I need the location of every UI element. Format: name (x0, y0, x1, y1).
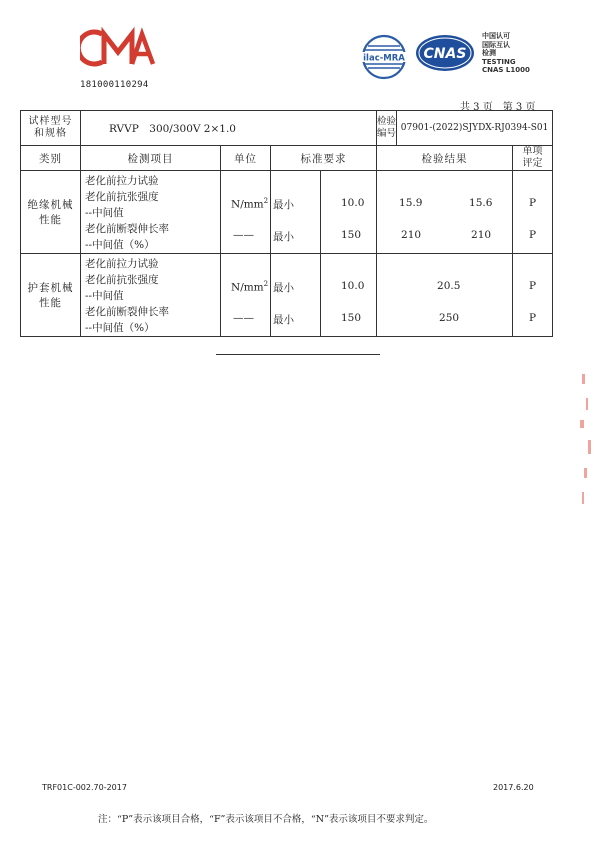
group-category: 护套机械 性能 (21, 254, 81, 337)
item-line: --中间值（%） (85, 239, 155, 251)
cnas-line: TESTING (482, 57, 516, 66)
standard-value: 10.0 (341, 197, 365, 209)
result-value: 15.6 (469, 197, 493, 209)
result-value: 15.9 (399, 197, 423, 209)
unit-value: —— (233, 312, 254, 324)
col-category: 类别 (21, 146, 81, 171)
result-value: 20.5 (437, 280, 461, 292)
cnas-accreditation-text (482, 32, 530, 75)
col-verdict: 单项 评定 (513, 146, 553, 171)
standard-value: 150 (341, 229, 362, 241)
standard-label: 最小 (273, 282, 294, 294)
end-of-table-divider (216, 354, 380, 355)
cnas-line: 国际互认 (482, 40, 510, 49)
verdict-value: P (529, 197, 537, 209)
group-units (221, 171, 271, 254)
cma-logo (80, 26, 156, 70)
standard-value: 150 (341, 312, 362, 324)
test-report-table (20, 110, 553, 337)
item-line: --中间值 (85, 290, 124, 302)
group-items (81, 254, 221, 337)
unit-value: $N/mm^2$ (231, 197, 269, 211)
cnas-line: 中国认可 (482, 32, 510, 40)
group-results (377, 254, 513, 337)
sample-model-label: 试样型号 和规格 (21, 111, 81, 146)
item-line: --中间值（%） (85, 322, 155, 334)
group-standard-labels (271, 171, 321, 254)
standard-label: 最小 (273, 199, 294, 211)
form-code: TRF01C-002.70-2017 (42, 783, 127, 792)
item-line: 老化前抗张强度 (85, 274, 159, 286)
sample-row (21, 111, 553, 146)
verdict-value: P (529, 280, 537, 292)
insulation-mechanical-group (21, 171, 553, 254)
column-header-row (21, 146, 553, 171)
page-indicator: 共 3 页 第 3 页 (460, 102, 536, 113)
standard-label: 最小 (273, 314, 294, 326)
standard-label: 最小 (273, 231, 294, 243)
verdict-legend-note: 注：“P”表示该项目合格，“F”表示该项目不合格，“N”表示该项目不要求判定。 (98, 814, 434, 825)
item-line: 老化前断裂伸长率 (85, 306, 169, 318)
group-standard-labels (271, 254, 321, 337)
verdict-value: P (529, 312, 537, 324)
verdict-value: P (529, 229, 537, 241)
col-standard: 标准要求 (271, 146, 377, 171)
cnas-line: CNAS L1000 (482, 66, 530, 74)
item-line: --中间值 (85, 207, 124, 219)
svg-text:ilac-MRA: ilac-MRA (363, 53, 405, 64)
result-value: 210 (401, 229, 422, 241)
col-result: 检验结果 (377, 146, 513, 171)
group-verdicts (513, 171, 553, 254)
group-items (81, 171, 221, 254)
col-unit: 单位 (221, 146, 271, 171)
group-standard-values (321, 254, 377, 337)
cnas-logo (414, 33, 476, 73)
group-category: 绝缘机械 性能 (21, 171, 81, 254)
group-units (221, 254, 271, 337)
col-item: 检测项目 (81, 146, 221, 171)
item-line: 老化前拉力试验 (85, 175, 159, 187)
sheath-mechanical-group (21, 254, 553, 337)
result-value: 210 (471, 229, 492, 241)
stamp-trace (568, 368, 600, 528)
item-line: 老化前抗张强度 (85, 191, 159, 203)
inspection-no-value: 07901-(2022)SJYDX-RJ0394-S01 (397, 111, 553, 146)
group-verdicts (513, 254, 553, 337)
group-standard-values (321, 171, 377, 254)
cnas-line: 检测 (482, 49, 496, 57)
item-line: 老化前断裂伸长率 (85, 223, 169, 235)
form-date: 2017.6.20 (493, 783, 534, 792)
ilac-mra-logo (358, 34, 410, 80)
inspection-no-label: 检验 编号 (377, 111, 397, 146)
cma-certificate-number: 181000110294 (80, 80, 149, 90)
item-line: 老化前拉力试验 (85, 258, 159, 270)
standard-value: 10.0 (341, 280, 365, 292)
result-value: 250 (439, 312, 460, 324)
svg-text:CNAS: CNAS (423, 46, 467, 62)
group-results (377, 171, 513, 254)
unit-value: —— (233, 229, 254, 241)
sample-model-value: RVVP 300/300V 2×1.0 (81, 111, 377, 146)
unit-value: $N/mm^2$ (231, 280, 269, 294)
